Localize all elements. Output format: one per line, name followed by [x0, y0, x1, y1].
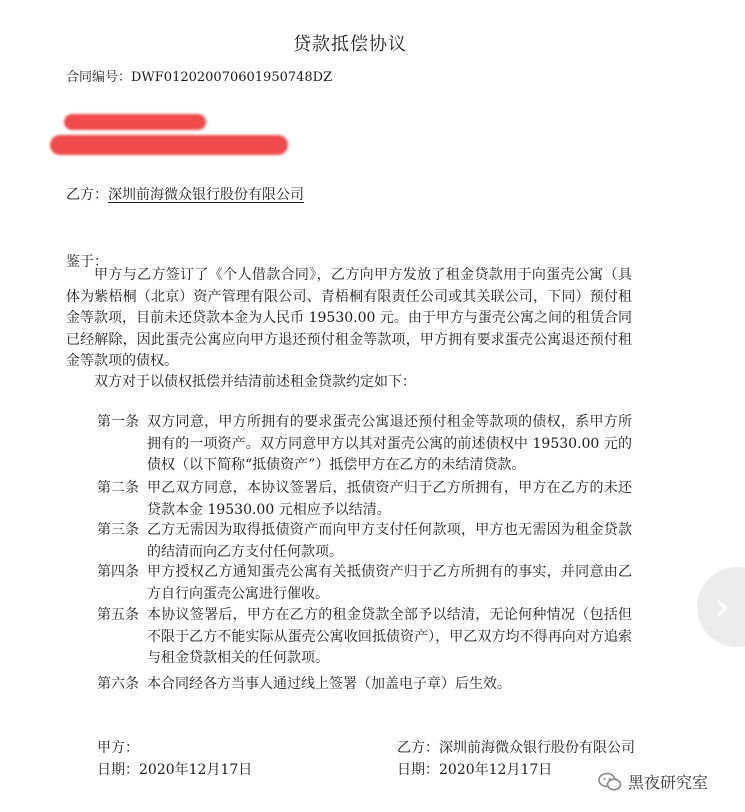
contract-number: 合同编号：DWF012020070601950748DZ [66, 70, 333, 85]
party-b-date: 日期：2020年12月17日 [397, 762, 553, 778]
party-a-label: 甲方： [97, 740, 139, 756]
clause-text: 本合同经各方当事人通过线上签署（加盖电子章）后生效。 [147, 676, 511, 692]
clause-text: 本协议签署后，甲方在乙方的租金贷款全部予以结清，无论何种情况（包括但不限于乙方不能实际从蛋壳公寓收回抵债资产），甲乙双方均不得再向对方追索与租金贷款相关的任何款项。 [147, 607, 632, 666]
clause-4 [97, 562, 632, 605]
party-a-signature-block [97, 737, 252, 781]
clause-number: 第二条 [97, 480, 139, 496]
clause-6 [97, 674, 632, 696]
wechat-icon [598, 772, 622, 792]
clause-text: 双方同意，甲方所拥有的要求蛋壳公寓退还预付租金等款项的债权，系甲方所拥有的一项资产。双方同意甲方以其对蛋壳公寓的前述债权中 19530.00 元的债权（以下简称“抵债资产”）抵偿甲方在乙方的未结清贷款。 [147, 414, 632, 473]
party-b-sign-label: 乙方：深圳前海微众银行股份有限公司 [397, 740, 635, 756]
clause-text: 乙方无需因为取得抵债资产而向甲方支付任何款项，甲方也无需因为租金贷款的结清而向乙方支付任何款项。 [147, 522, 632, 560]
party-b-label: 乙方： [66, 187, 108, 203]
recital-paragraph: 甲方与乙方签订了《个人借款合同》，乙方向甲方发放了租金贷款用于向蛋壳公寓（具体为紫梧桐（北京）资产管理有限公司、青梧桐有限责任公司或其关联公司，下同）预付租金等款项，目前未还贷款本金为人民币 19530.00 元。由于甲方与蛋壳公寓之间的租赁合同已经解除，因此蛋壳公寓应向甲方退还预付租金等款项，甲方拥有要求蛋壳公寓退还预付租金等款项的债权。 [66, 267, 632, 369]
clause-number: 第五条 [97, 607, 139, 623]
redaction-mark [50, 135, 288, 155]
clause-2 [97, 478, 632, 521]
agreement-intro: 双方对于以债权抵偿并结清前述租金贷款约定如下： [94, 374, 416, 390]
clause-number: 第四条 [97, 564, 139, 580]
watermark-text: 黑夜研究室 [628, 773, 709, 792]
clause-text: 甲乙双方同意，本协议签署后，抵债资产归于乙方所拥有，甲方在乙方的未还贷款本金 19530.00 元相应予以结清。 [147, 480, 632, 518]
chevron-right-icon: › [714, 584, 730, 630]
clause-1 [97, 412, 632, 477]
clause-text: 甲方授权乙方通知蛋壳公寓有关抵债资产归于乙方所拥有的事实，并同意由乙方自行向蛋壳公寓进行催收。 [147, 564, 632, 602]
clause-number: 第三条 [97, 522, 139, 538]
party-a-date: 日期：2020年12月17日 [97, 762, 253, 778]
clause-number: 第六条 [97, 676, 139, 692]
document-title: 贷款抵偿协议 [293, 34, 407, 55]
clause-number: 第一条 [97, 414, 139, 430]
clause-3 [97, 520, 632, 563]
redaction-mark [64, 114, 206, 130]
party-b-line [66, 184, 304, 204]
whereas-heading: 鉴于： [66, 254, 108, 270]
party-b-name: 深圳前海微众银行股份有限公司 [108, 187, 304, 203]
clause-5 [97, 605, 632, 670]
watermark [598, 770, 708, 793]
